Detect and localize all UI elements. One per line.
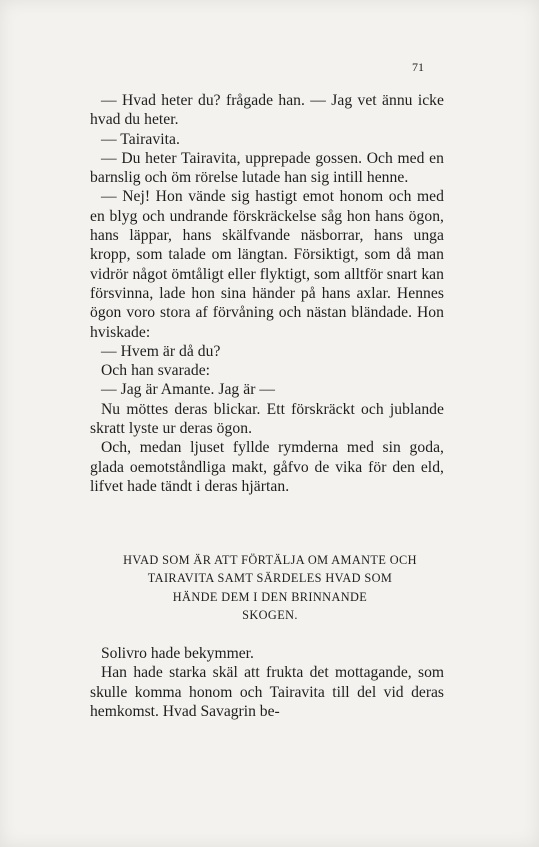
paragraph: Och han svarade: — [101, 362, 211, 380]
paragraph: — Jag är Amante. Jag är — — [101, 381, 276, 399]
page-number: 71 — [412, 60, 424, 74]
paragraph: Nu möttes deras blickar. Ett förskräckt och jublande skratt lyste ur deras ögon. — [90, 400, 444, 438]
paragraph: — Du heter Tairavita, upprepade gossen. Och med en barnslig och öm rörelse lutade han sig intill henne. — [90, 149, 444, 187]
paragraph: — Nej! Hon vände sig hastigt emot honom och med en blyg och undrande förskräckelse såg hon hans ögon, hans läppar, hans skälfvande näsborrar, hans unga kropp, som talade om längtan. Försiktigt, som då man vidrör något ömtåligt eller flyktigt, som alltför snart kan försvinna, lade hon sina händer på hans axlar. Hennes ögon voro stora af förvåning och nästan bländade. Hon hviskade: — [90, 188, 444, 341]
chapter-heading-line: HVAD SOM ÄR ATT FÖRTÄLJA OM AMANTE OCH — [123, 553, 417, 567]
paragraph: — Tairavita. — [101, 130, 180, 148]
chapter-heading-line: SKOGEN. — [242, 607, 298, 622]
paragraph: — Hvad heter du? frågade han. — Jag vet ännu icke hvad du heter. — [90, 92, 444, 129]
body-text-section-2 — [90, 644, 444, 721]
paragraph: Solivro hade bekymmer. — [101, 645, 254, 662]
paragraph: Och, medan ljuset fyllde rymderna med sin goda, glada oemotståndliga makt, gåfvo de vika för den eld, lifvet hade tändt i deras hjärtan. — [90, 439, 444, 495]
paragraph: — Hvem är då du? — [101, 342, 221, 360]
body-text-section-1 — [90, 91, 444, 496]
chapter-heading-line: TAIRAVITA SAMT SÄRDELES HVAD SOM — [147, 571, 393, 586]
chapter-heading-line: HÄNDE DEM I DEN BRINNANDE — [172, 589, 368, 604]
paragraph: Han hade starka skäl att frukta det mottagande, som skulle komma honom och Tairavita till del vid deras hemkomst. Hvad Savagrin be- — [90, 664, 444, 720]
chapter-heading — [56, 551, 484, 624]
